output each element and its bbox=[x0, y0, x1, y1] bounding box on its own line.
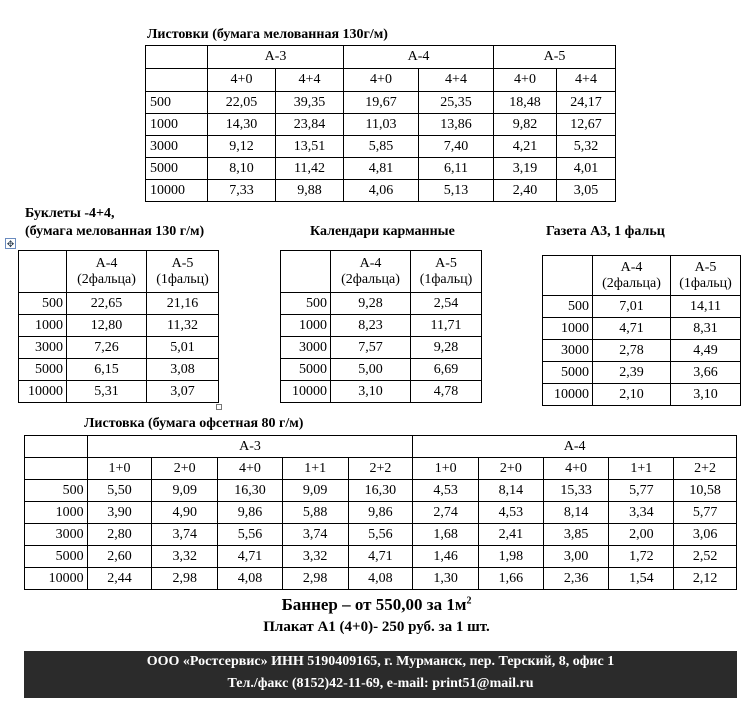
col-header: 4+0 bbox=[494, 69, 557, 92]
price-cell: 9,28 bbox=[331, 293, 411, 315]
table-row bbox=[25, 502, 737, 524]
table-row bbox=[146, 114, 616, 136]
col-header: 2+0 bbox=[479, 458, 544, 480]
col-header: 4+4 bbox=[276, 69, 344, 92]
qty-cell: 3000 bbox=[543, 340, 593, 362]
leaflets-price-table bbox=[145, 45, 616, 202]
price-cell: 5,56 bbox=[348, 524, 413, 546]
newspaper-title: Газета А3, 1 фальц bbox=[546, 224, 665, 239]
table-row bbox=[281, 337, 482, 359]
col-header: А-5 (1фальц) bbox=[147, 251, 219, 293]
price-cell: 5,56 bbox=[218, 524, 283, 546]
table-row bbox=[543, 318, 741, 340]
col-header: А-5 (1фальц) bbox=[671, 256, 741, 296]
header-blank bbox=[281, 251, 331, 293]
price-cell: 4,71 bbox=[218, 546, 283, 568]
table-row bbox=[146, 136, 616, 158]
price-cell: 4,21 bbox=[494, 136, 557, 158]
price-cell: 7,40 bbox=[419, 136, 494, 158]
table-move-handle-icon[interactable]: ✥ bbox=[6, 239, 15, 249]
table-row bbox=[19, 315, 219, 337]
price-cell: 9,82 bbox=[494, 114, 557, 136]
table-row bbox=[146, 92, 616, 114]
table-row bbox=[19, 337, 219, 359]
col-header: 4+0 bbox=[218, 458, 283, 480]
price-cell: 5,00 bbox=[331, 359, 411, 381]
table-row bbox=[543, 362, 741, 384]
price-cell: 2,36 bbox=[543, 568, 609, 590]
qty-cell: 10000 bbox=[543, 384, 593, 406]
price-cell: 39,35 bbox=[276, 92, 344, 114]
table-row bbox=[19, 293, 219, 315]
price-cell: 4,71 bbox=[348, 546, 413, 568]
price-cell: 11,32 bbox=[147, 315, 219, 337]
qty-cell: 5000 bbox=[19, 359, 67, 381]
price-cell: 1,68 bbox=[413, 524, 479, 546]
col-header: А-5 (1фальц) bbox=[411, 251, 482, 293]
price-cell: 4,06 bbox=[344, 180, 419, 202]
price-cell: 3,32 bbox=[152, 546, 218, 568]
price-cell: 22,05 bbox=[208, 92, 276, 114]
qty-cell: 1000 bbox=[146, 114, 208, 136]
price-cell: 22,65 bbox=[67, 293, 147, 315]
price-cell: 3,66 bbox=[671, 362, 741, 384]
price-cell: 3,00 bbox=[543, 546, 609, 568]
qty-cell: 3000 bbox=[281, 337, 331, 359]
price-cell: 2,54 bbox=[411, 293, 482, 315]
price-cell: 14,11 bbox=[671, 296, 741, 318]
price-cell: 5,77 bbox=[674, 502, 737, 524]
price-cell: 2,78 bbox=[593, 340, 671, 362]
price-cell: 7,57 bbox=[331, 337, 411, 359]
price-cell: 3,05 bbox=[557, 180, 616, 202]
table-row bbox=[543, 340, 741, 362]
col-header: 4+0 bbox=[543, 458, 609, 480]
price-cell: 2,39 bbox=[593, 362, 671, 384]
price-cell: 2,98 bbox=[282, 568, 348, 590]
price-cell: 4,08 bbox=[348, 568, 413, 590]
price-cell: 4,53 bbox=[479, 502, 544, 524]
price-cell: 9,86 bbox=[348, 502, 413, 524]
price-cell: 12,67 bbox=[557, 114, 616, 136]
qty-cell: 500 bbox=[146, 92, 208, 114]
qty-cell: 3000 bbox=[146, 136, 208, 158]
price-cell: 1,72 bbox=[609, 546, 674, 568]
table-row bbox=[25, 546, 737, 568]
qty-cell: 10000 bbox=[25, 568, 88, 590]
price-cell: 2,74 bbox=[413, 502, 479, 524]
qty-cell: 500 bbox=[19, 293, 67, 315]
price-cell: 2,12 bbox=[674, 568, 737, 590]
table-row bbox=[25, 568, 737, 590]
price-cell: 8,10 bbox=[208, 158, 276, 180]
price-cell: 10,58 bbox=[674, 480, 737, 502]
price-cell: 21,16 bbox=[147, 293, 219, 315]
price-cell: 5,88 bbox=[282, 502, 348, 524]
col-header: 4+4 bbox=[419, 69, 494, 92]
price-cell: 19,67 bbox=[344, 92, 419, 114]
price-cell: 1,46 bbox=[413, 546, 479, 568]
qty-cell: 5000 bbox=[543, 362, 593, 384]
price-cell: 4,71 bbox=[593, 318, 671, 340]
calendars-price-table bbox=[280, 250, 482, 403]
leaflets-title: Листовки (бумага мелованная 130г/м) bbox=[147, 27, 388, 42]
group-header: А-4 bbox=[413, 436, 737, 458]
qty-cell: 500 bbox=[25, 480, 88, 502]
price-cell: 8,14 bbox=[479, 480, 544, 502]
company-contacts: Тел./факс (8152)42-11-69, e-mail: print51@mail.ru bbox=[227, 676, 534, 691]
price-cell: 4,81 bbox=[344, 158, 419, 180]
company-footer bbox=[24, 651, 737, 698]
table-row bbox=[543, 384, 741, 406]
group-header: А-5 bbox=[494, 46, 616, 69]
col-header: 2+2 bbox=[674, 458, 737, 480]
qty-cell: 1000 bbox=[543, 318, 593, 340]
price-cell: 5,01 bbox=[147, 337, 219, 359]
price-cell: 25,35 bbox=[419, 92, 494, 114]
table-row bbox=[281, 315, 482, 337]
price-cell: 13,51 bbox=[276, 136, 344, 158]
price-cell: 11,71 bbox=[411, 315, 482, 337]
price-cell: 8,31 bbox=[671, 318, 741, 340]
qty-cell: 5000 bbox=[281, 359, 331, 381]
booklets-price-table bbox=[18, 250, 219, 403]
price-cell: 2,60 bbox=[87, 546, 152, 568]
price-cell: 3,90 bbox=[87, 502, 152, 524]
price-cell: 9,09 bbox=[152, 480, 218, 502]
table-row bbox=[19, 359, 219, 381]
qty-cell: 3000 bbox=[19, 337, 67, 359]
table-row bbox=[281, 359, 482, 381]
col-header: 2+2 bbox=[348, 458, 413, 480]
col-header: 2+0 bbox=[152, 458, 218, 480]
price-cell: 16,30 bbox=[218, 480, 283, 502]
price-cell: 2,00 bbox=[609, 524, 674, 546]
col-header: А-4 (2фальца) bbox=[331, 251, 411, 293]
poster-price-line: Плакат А1 (4+0)- 250 руб. за 1 шт. bbox=[263, 619, 490, 635]
price-cell: 4,01 bbox=[557, 158, 616, 180]
price-cell: 3,74 bbox=[282, 524, 348, 546]
price-cell: 3,06 bbox=[674, 524, 737, 546]
price-cell: 5,77 bbox=[609, 480, 674, 502]
price-cell: 5,13 bbox=[419, 180, 494, 202]
price-cell: 3,08 bbox=[147, 359, 219, 381]
qty-cell: 10000 bbox=[146, 180, 208, 202]
qty-cell: 500 bbox=[281, 293, 331, 315]
price-cell: 3,19 bbox=[494, 158, 557, 180]
price-cell: 9,86 bbox=[218, 502, 283, 524]
header-blank bbox=[19, 251, 67, 293]
table-row bbox=[146, 158, 616, 180]
table-row bbox=[25, 524, 737, 546]
price-cell: 2,10 bbox=[593, 384, 671, 406]
table-resize-handle[interactable] bbox=[216, 404, 222, 410]
price-cell: 5,85 bbox=[344, 136, 419, 158]
price-cell: 9,09 bbox=[282, 480, 348, 502]
price-cell: 8,23 bbox=[331, 315, 411, 337]
header-blank bbox=[25, 436, 88, 458]
booklets-title-line2: (бумага мелованная 130 г/м) bbox=[25, 224, 205, 239]
price-cell: 2,40 bbox=[494, 180, 557, 202]
price-cell: 18,48 bbox=[494, 92, 557, 114]
col-header: А-4 (2фальца) bbox=[593, 256, 671, 296]
qty-cell: 5000 bbox=[25, 546, 88, 568]
price-cell: 1,98 bbox=[479, 546, 544, 568]
col-header: 1+1 bbox=[609, 458, 674, 480]
col-header: А-4 (2фальца) bbox=[67, 251, 147, 293]
booklets-title-line1: Буклеты -4+4, bbox=[25, 206, 115, 221]
table-row bbox=[543, 296, 741, 318]
price-cell: 4,49 bbox=[671, 340, 741, 362]
header-blank bbox=[25, 458, 88, 480]
group-header: А-4 bbox=[344, 46, 494, 69]
table-row bbox=[281, 381, 482, 403]
price-cell: 3,85 bbox=[543, 524, 609, 546]
price-cell: 3,10 bbox=[331, 381, 411, 403]
price-cell: 2,44 bbox=[87, 568, 152, 590]
qty-cell: 1000 bbox=[281, 315, 331, 337]
col-header: 1+0 bbox=[413, 458, 479, 480]
price-cell: 2,41 bbox=[479, 524, 544, 546]
table-row bbox=[146, 180, 616, 202]
price-cell: 5,31 bbox=[67, 381, 147, 403]
price-cell: 4,78 bbox=[411, 381, 482, 403]
table-row bbox=[281, 293, 482, 315]
header-blank bbox=[146, 69, 208, 92]
group-header: А-3 bbox=[208, 46, 344, 69]
price-cell: 2,98 bbox=[152, 568, 218, 590]
header-blank bbox=[543, 256, 593, 296]
price-cell: 1,66 bbox=[479, 568, 544, 590]
price-cell: 4,90 bbox=[152, 502, 218, 524]
col-header: 1+0 bbox=[87, 458, 152, 480]
price-cell: 14,30 bbox=[208, 114, 276, 136]
col-header: 1+1 bbox=[282, 458, 348, 480]
banner-price-line: Баннер – от 550,00 за $1м^2$ bbox=[281, 595, 472, 614]
price-cell: 3,07 bbox=[147, 381, 219, 403]
qty-cell: 5000 bbox=[146, 158, 208, 180]
price-cell: 13,86 bbox=[419, 114, 494, 136]
qty-cell: 10000 bbox=[281, 381, 331, 403]
price-cell: 3,32 bbox=[282, 546, 348, 568]
price-cell: 12,80 bbox=[67, 315, 147, 337]
price-cell: 3,74 bbox=[152, 524, 218, 546]
col-header: 4+0 bbox=[208, 69, 276, 92]
col-header: 4+4 bbox=[557, 69, 616, 92]
qty-cell: 3000 bbox=[25, 524, 88, 546]
price-cell: 7,33 bbox=[208, 180, 276, 202]
col-header: 4+0 bbox=[344, 69, 419, 92]
price-cell: 2,80 bbox=[87, 524, 152, 546]
price-cell: 4,53 bbox=[413, 480, 479, 502]
price-cell: 6,15 bbox=[67, 359, 147, 381]
price-cell: 24,17 bbox=[557, 92, 616, 114]
price-cell: 3,10 bbox=[671, 384, 741, 406]
price-cell: 4,08 bbox=[218, 568, 283, 590]
table-row bbox=[25, 480, 737, 502]
price-cell: 11,42 bbox=[276, 158, 344, 180]
price-cell: 1,54 bbox=[609, 568, 674, 590]
qty-cell: 10000 bbox=[19, 381, 67, 403]
price-cell: 23,84 bbox=[276, 114, 344, 136]
price-cell: 5,32 bbox=[557, 136, 616, 158]
newspaper-price-table bbox=[542, 255, 741, 406]
price-cell: 16,30 bbox=[348, 480, 413, 502]
qty-cell: 1000 bbox=[25, 502, 88, 524]
qty-cell: 500 bbox=[543, 296, 593, 318]
price-cell: 7,01 bbox=[593, 296, 671, 318]
price-cell: 9,12 bbox=[208, 136, 276, 158]
price-cell: 3,34 bbox=[609, 502, 674, 524]
table-row bbox=[19, 381, 219, 403]
price-cell: 6,69 bbox=[411, 359, 482, 381]
price-cell: 7,26 bbox=[67, 337, 147, 359]
price-cell: 9,88 bbox=[276, 180, 344, 202]
price-cell: 6,11 bbox=[419, 158, 494, 180]
price-cell: 2,52 bbox=[674, 546, 737, 568]
qty-cell: 1000 bbox=[19, 315, 67, 337]
header-blank bbox=[146, 46, 208, 69]
price-cell: 1,30 bbox=[413, 568, 479, 590]
price-cell: 9,28 bbox=[411, 337, 482, 359]
offset-leaflets-title: Листовка (бумага офсетная 80 г/м) bbox=[84, 416, 304, 431]
price-cell: 11,03 bbox=[344, 114, 419, 136]
price-cell: 8,14 bbox=[543, 502, 609, 524]
price-cell: 15,33 bbox=[543, 480, 609, 502]
group-header: А-3 bbox=[87, 436, 413, 458]
offset-leaflets-price-table bbox=[24, 435, 737, 590]
price-cell: 5,50 bbox=[87, 480, 152, 502]
calendars-title: Календари карманные bbox=[310, 224, 455, 239]
company-details: ООО «Ростсервис» ИНН 5190409165, г. Мурманск, пер. Терский, 8, офис 1 bbox=[146, 654, 615, 669]
